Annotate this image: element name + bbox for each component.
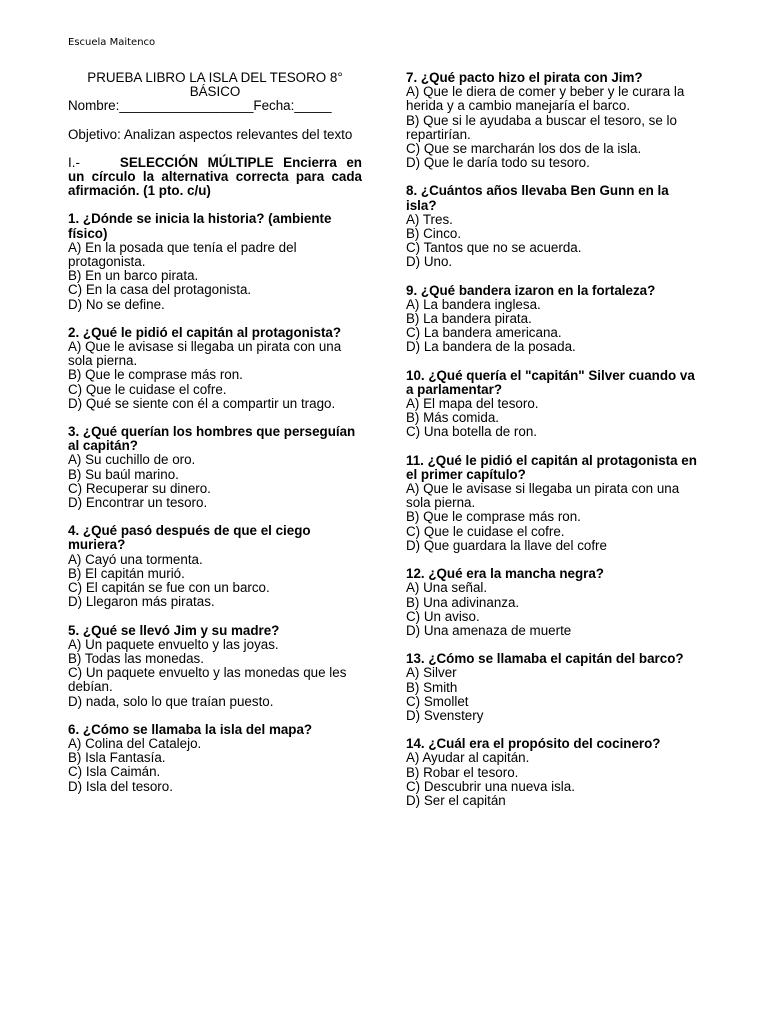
option-d: D) Uno.	[406, 254, 453, 270]
option-c: C) Un paquete envuelto y las monedas que les debían.	[68, 665, 347, 695]
question-text: 10. ¿Qué quería el "capitán" Silver cuando va a parlamentar?	[406, 367, 695, 397]
section-label: I.-	[68, 154, 80, 170]
question-3	[68, 425, 362, 510]
option-d: D) No se define.	[68, 296, 165, 312]
option-a: A) Una señal.	[406, 580, 488, 596]
question-text: 4. ¿Qué pasó después de que el ciego muriera?	[68, 523, 311, 553]
option-b: B) En un barco pirata.	[68, 268, 199, 284]
option-d: D) Llegaron más piratas.	[68, 594, 215, 610]
question-text: 12. ¿Qué era la mancha negra?	[406, 566, 604, 582]
option-c: C) Isla Caimán.	[68, 764, 161, 780]
option-a: A) Su cuchillo de oro.	[68, 452, 196, 468]
option-d: D) Que le daría todo su tesoro.	[406, 155, 590, 171]
right-column	[406, 71, 700, 808]
option-c: C) Un aviso.	[406, 608, 480, 624]
option-d: D) La bandera de la posada.	[406, 339, 576, 355]
option-b: B) Smith	[406, 679, 458, 695]
option-d: D) Que guardara la llave del cofre	[406, 537, 607, 553]
option-b: B) Que le comprase más ron.	[68, 367, 243, 383]
option-b: B) Todas las monedas.	[68, 650, 204, 666]
option-b: B) Su baúl marino.	[68, 466, 179, 482]
question-12	[406, 567, 700, 638]
test-title: PRUEBA LIBRO LA ISLA DEL TESORO 8° BÁSICO	[87, 70, 343, 100]
option-a: A) Tres.	[406, 211, 453, 227]
question-7	[406, 71, 700, 170]
option-c: C) Una botella de ron.	[406, 424, 538, 440]
option-a: A) Colina del Catalejo.	[68, 735, 202, 751]
instructions-text: Encierra en un círculo la alternativa correcta para cada afirmación. (1 pto. c/u)	[68, 154, 362, 199]
section-heading: SELECCIÓN MÚLTIPLE	[119, 154, 274, 170]
option-d: D) Svenstery	[406, 707, 484, 723]
option-b: B) Isla Fantasía.	[68, 750, 166, 766]
option-c: C) La bandera americana.	[406, 325, 562, 341]
option-d: D) Isla del tesoro.	[68, 778, 173, 794]
question-text: 1. ¿Dónde se inicia la historia? (ambiente físico)	[68, 211, 332, 241]
question-text: 5. ¿Qué se llevó Jim y su madre?	[68, 622, 280, 638]
option-a: A) Que le avisase si llegaba un pirata con una sola pierna.	[406, 481, 680, 511]
option-a: A) Que le diera de comer y beber y le curara la herida y a cambio manejaría el barco.	[406, 84, 685, 114]
option-b: B) La bandera pirata.	[406, 311, 532, 327]
option-a: A) El mapa del tesoro.	[406, 396, 539, 412]
option-d: D) Una amenaza de muerte	[406, 622, 572, 638]
question-text: 3. ¿Qué querían los hombres que perseguían al capitán?	[68, 424, 356, 454]
option-b: B) Robar el tesoro.	[406, 764, 519, 780]
option-c: C) El capitán se fue con un barco.	[68, 580, 270, 596]
question-text: 9. ¿Qué bandera izaron en la fortaleza?	[406, 282, 656, 298]
option-a: A) Ayudar al capitán.	[406, 750, 530, 766]
option-b: B) Cinco.	[406, 226, 462, 242]
option-d: D) Ser el capitán	[406, 792, 506, 808]
question-8	[406, 184, 700, 269]
question-list-left	[68, 212, 362, 793]
option-c: C) Recuperar su dinero.	[68, 480, 211, 496]
question-text: 11. ¿Qué le pidió el capitán al protagonista en el primer capítulo?	[406, 452, 697, 482]
option-c: C) Descubrir una nueva isla.	[406, 778, 575, 794]
question-1	[68, 212, 362, 311]
question-6	[68, 723, 362, 794]
question-4	[68, 524, 362, 609]
question-11	[406, 454, 700, 553]
option-c: C) En la casa del protagonista.	[68, 282, 252, 298]
question-text: 14. ¿Cuál era el propósito del cocinero?	[406, 736, 661, 752]
question-text: 6. ¿Cómo se llamaba la isla del mapa?	[68, 721, 313, 737]
option-b: B) Que si le ayudaba a buscar el tesoro, se lo repartirían.	[406, 112, 677, 142]
question-text: 7. ¿Qué pacto hizo el pirata con Jim?	[406, 70, 643, 85]
question-10	[406, 369, 700, 440]
instructions-block	[68, 156, 362, 199]
question-9	[406, 284, 700, 355]
left-column	[68, 71, 362, 794]
option-c: C) Que le cuidase el cofre.	[406, 523, 565, 539]
question-2	[68, 326, 362, 411]
option-b: B) Más comida.	[406, 410, 500, 426]
question-text: 8. ¿Cuántos años llevaba Ben Gunn en la isla?	[406, 183, 669, 213]
question-5	[68, 624, 362, 709]
option-b: B) El capitán murió.	[68, 565, 185, 581]
option-c: C) Que le cuidase el cofre.	[68, 381, 227, 397]
option-a: A) Cayó una tormenta.	[68, 551, 203, 567]
option-d: D) nada, solo lo que traían puesto.	[68, 693, 274, 709]
question-14	[406, 737, 700, 808]
question-text: 2. ¿Qué le pidió el capitán al protagonista?	[68, 324, 342, 340]
option-a: A) Que le avisase si llegaba un pirata con una sola pierna.	[68, 339, 342, 369]
option-c: C) Smollet	[406, 693, 469, 709]
school-name: Escuela Maitenco	[68, 37, 156, 48]
option-a: A) Un paquete envuelto y las joyas.	[68, 636, 279, 652]
name-date-line: Nombre:__________________Fecha:_____	[68, 98, 332, 114]
option-b: B) Una adivinanza.	[406, 594, 520, 610]
option-a: A) La bandera inglesa.	[406, 296, 541, 312]
option-a: A) Silver	[406, 665, 457, 681]
question-text: 13. ¿Cómo se llamaba el capitán del barco?	[406, 651, 684, 667]
objective: Objetivo: Analizan aspectos relevantes del texto	[68, 126, 353, 142]
option-c: C) Que se marcharán los dos de la isla.	[406, 141, 642, 157]
option-c: C) Tantos que no se acuerda.	[406, 240, 582, 256]
option-a: A) En la posada que tenía el padre del protagonista.	[68, 239, 297, 270]
option-b: B) Que le comprase más ron.	[406, 509, 581, 525]
question-13	[406, 652, 700, 723]
option-d: D) Encontrar un tesoro.	[68, 495, 208, 511]
option-d: D) Qué se siente con él a compartir un trago.	[68, 395, 336, 411]
